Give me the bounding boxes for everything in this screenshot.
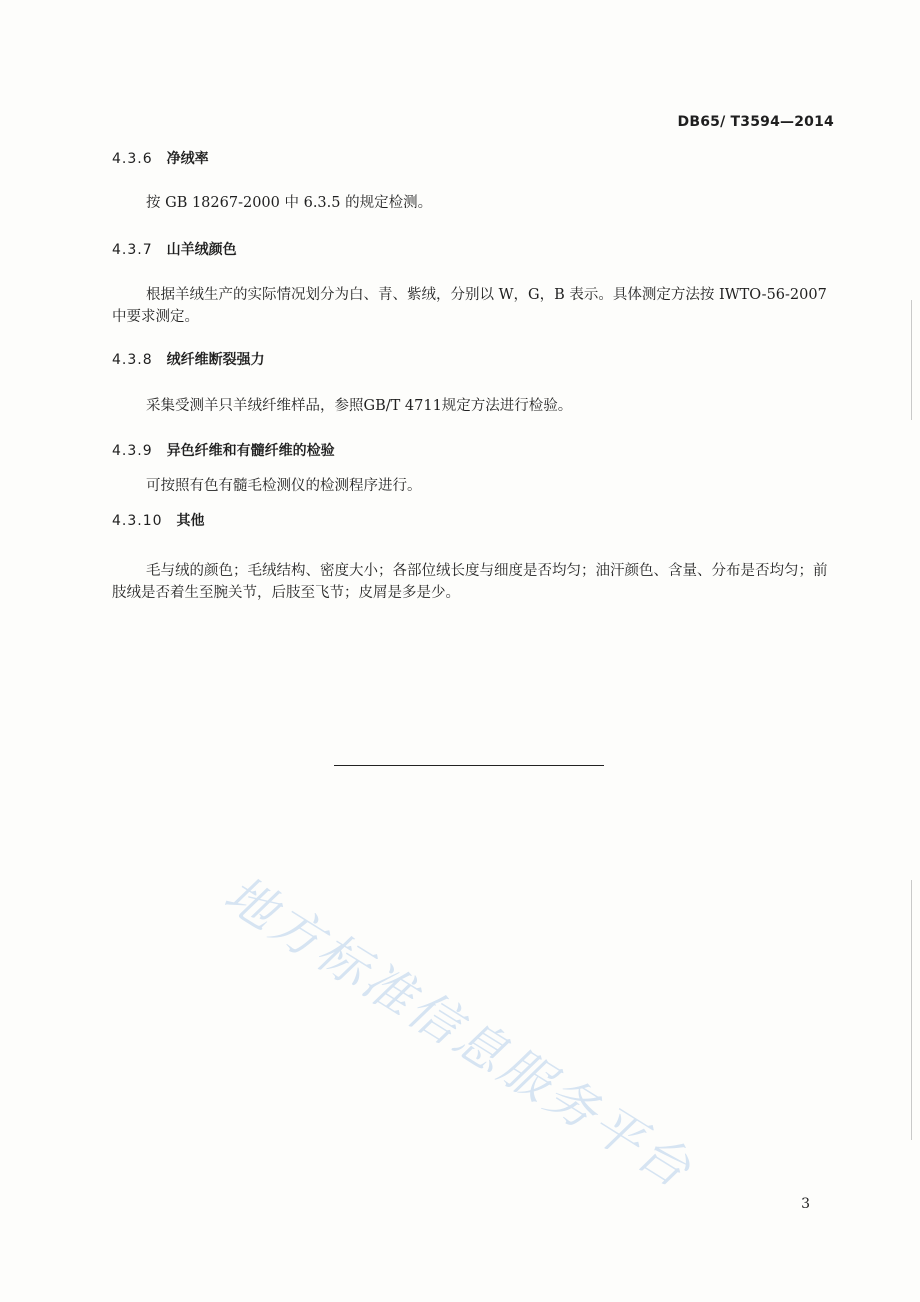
section-number: 4.3.6 (112, 151, 153, 167)
section-body-4-3-10: 毛与绒的颜色；毛绒结构、密度大小；各部位绒长度与细度是否均匀；油汗颜色、含量、分布是否均匀；前肢绒是否着生至腕关节，后肢至飞节；皮屑是多是少。 (112, 563, 828, 601)
section-number: 4.3.10 (112, 513, 163, 529)
section-number: 4.3.8 (112, 352, 153, 368)
watermark-text: 地方标准信息服务平台 (214, 864, 704, 1201)
section-body-4-3-6: 按 GB 18267-2000 中 6.3.5 的规定检测。 (146, 195, 433, 211)
section-heading-4-3-10 (112, 510, 205, 530)
scan-edge-line (911, 300, 912, 420)
section-title: 山羊绒颜色 (166, 242, 237, 258)
section-title: 其他 (176, 513, 205, 529)
end-rule (334, 765, 604, 766)
scan-edge-line (911, 880, 912, 1140)
section-title: 绒纤维断裂强力 (166, 352, 265, 368)
section-heading-4-3-8 (112, 349, 265, 369)
section-heading-4-3-6 (112, 148, 209, 168)
section-number: 4.3.9 (112, 443, 153, 459)
section-title: 净绒率 (166, 151, 209, 167)
section-body-4-3-7: 根据羊绒生产的实际情况划分为白、青、紫绒，分别以 W，G，B 表示。具体测定方法按 IWTO-56-2007 中要求测定。 (112, 287, 827, 325)
section-title: 异色纤维和有髓纤维的检验 (166, 443, 335, 459)
section-number: 4.3.7 (112, 242, 153, 258)
page-number: 3 (801, 1196, 810, 1212)
section-heading-4-3-7 (112, 239, 237, 259)
section-body-4-3-8: 采集受测羊只羊绒纤维样品，参照GB/T 4711规定方法进行检验。 (146, 398, 573, 414)
document-code: DB65/ T3594—2014 (677, 114, 834, 130)
section-heading-4-3-9 (112, 440, 335, 460)
section-body-4-3-9: 可按照有色有髓毛检测仪的检测程序进行。 (146, 478, 422, 494)
